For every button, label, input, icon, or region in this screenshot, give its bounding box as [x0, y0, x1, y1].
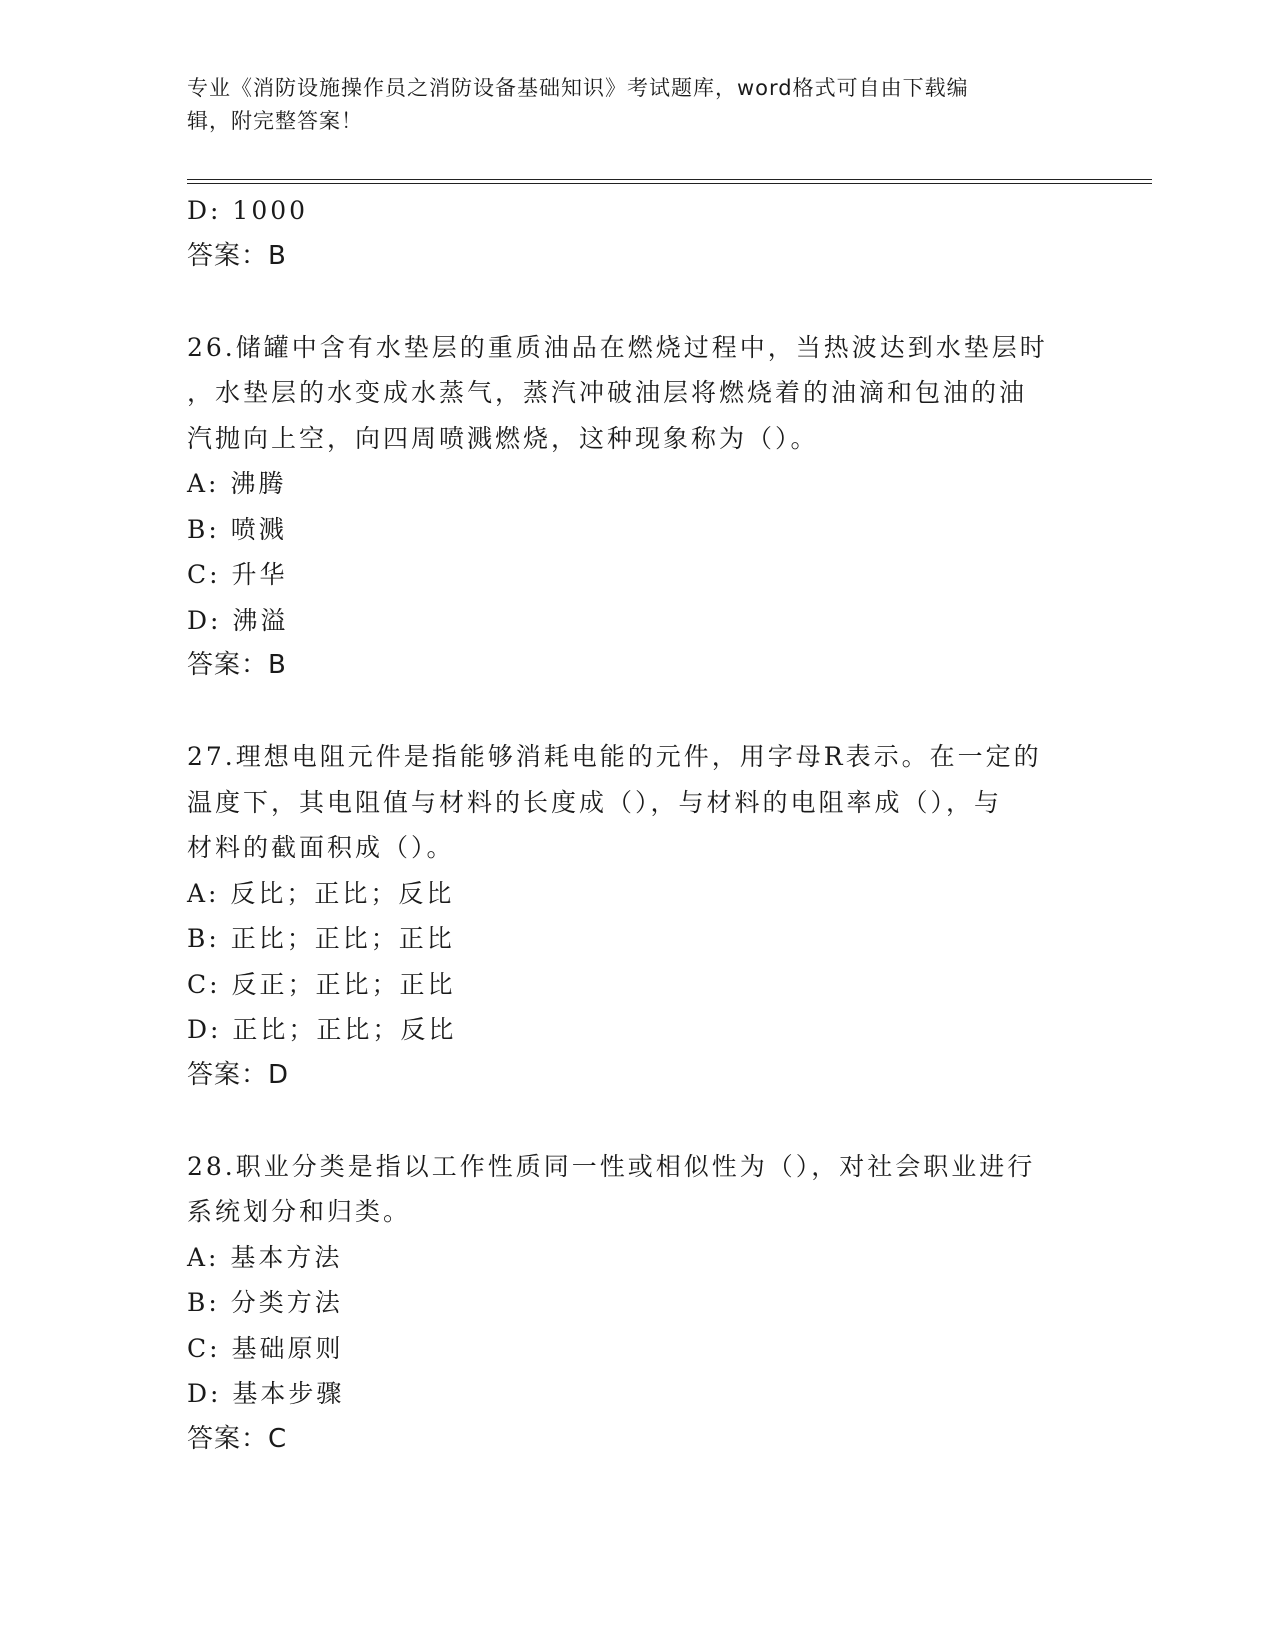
question-27 — [187, 734, 1087, 1098]
option-b: B: 分类方法 — [187, 1288, 343, 1317]
question-list — [187, 188, 1087, 1462]
option-c: C: 升华 — [187, 560, 288, 589]
question-28 — [187, 1144, 1087, 1463]
option-a: A: 基本方法 — [187, 1242, 343, 1272]
option-c: C: 反正；正比；正比 — [187, 969, 456, 999]
option-d: D: 正比；正比；反比 — [187, 1015, 457, 1044]
question-text-line: 27.理想电阻元件是指能够消耗电能的元件，用字母R表示。在一定的 — [187, 742, 1042, 771]
document-header — [187, 72, 1067, 138]
option-d: D: 基本步骤 — [187, 1379, 345, 1408]
option-a: A: 沸腾 — [187, 469, 287, 498]
spacer — [187, 689, 1087, 735]
option-b: B: 正比；正比；正比 — [187, 924, 455, 953]
question-text-line: 材料的截面积成（）。 — [187, 833, 455, 862]
option-b: B: 喷溅 — [187, 514, 287, 544]
option-d: D: 沸溢 — [187, 605, 289, 635]
header-divider-top — [187, 179, 1152, 180]
header-divider-bottom — [187, 183, 1152, 184]
answer: 答案：D — [187, 1059, 290, 1090]
option-a: A: 反比；正比；反比 — [187, 878, 455, 908]
spacer — [187, 279, 1087, 325]
header-line-1: 专业《消防设施操作员之消防设备基础知识》考试题库，word格式可自由下载编 — [187, 76, 969, 100]
question-text-line: 系统划分和归类。 — [187, 1197, 412, 1226]
answer: 答案：C — [187, 1423, 288, 1454]
question-text-line: 28.职业分类是指以工作性质同一性或相似性为（），对社会职业进行 — [187, 1151, 1036, 1181]
header-line-2: 辑，附完整答案！ — [187, 109, 363, 133]
question-26 — [187, 325, 1087, 689]
answer: 答案：B — [187, 240, 287, 271]
question-text-line: 26.储罐中含有水垫层的重质油品在燃烧过程中，当热波达到水垫层时 — [187, 332, 1048, 362]
question-text-line: ，水垫层的水变成水蒸气，蒸汽冲破油层将燃烧着的油滴和包油的油 — [187, 378, 1028, 407]
question-text-line: 汽抛向上空，向四周喷溅燃烧，这种现象称为（）。 — [187, 423, 819, 453]
spacer — [187, 1098, 1087, 1144]
option-c: C: 基础原则 — [187, 1333, 344, 1363]
question-text-line: 温度下，其电阻值与材料的长度成（），与材料的电阻率成（），与 — [187, 787, 1003, 817]
option-d: D: 1000 — [187, 196, 309, 225]
answer: 答案：B — [187, 650, 287, 680]
